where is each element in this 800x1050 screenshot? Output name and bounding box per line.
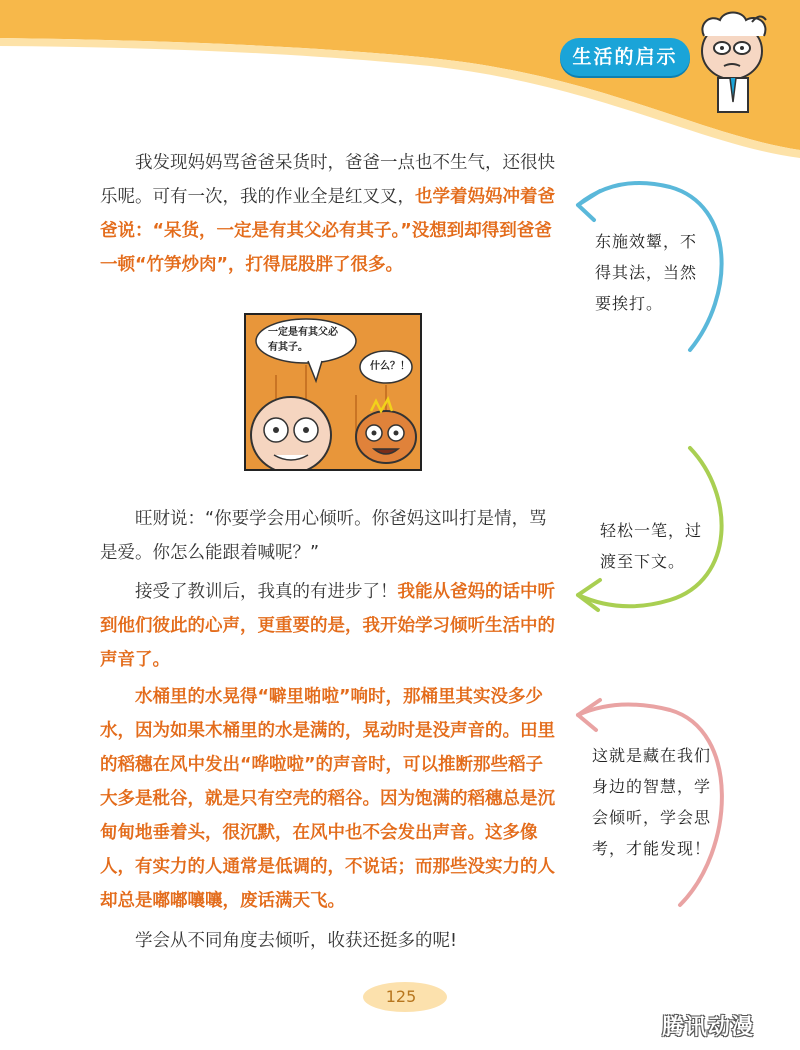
paragraph-4-highlight: 水桶里的水晃得“噼里啪啦”响时，那桶里其实没多少水，因为如果木桶里的水是满的，晃动时是没声音的。田里的稻穗在风中发出“哗啦啦”的声音时，可以推断那些稻子大多是秕谷，就是只有空壳的稻谷。因为饱满的稻穗总是沉甸甸地垂着头，很沉默，在风中也不会发出声音。这多像人，有实力的人通常是低调的，不说话；而那些没实力的人却总是嘟嘟嚷嚷，废话满天飞。 [100,687,555,911]
header-banner [0,0,800,160]
comic-panel [244,313,422,471]
section-title-tab: 生活的启示 [560,38,690,76]
side-note-3: 这就是藏在我们身边的智慧，学会倾听，学会思考，才能发现！ [592,746,712,858]
paragraph-2 [100,502,560,570]
green-curved-arrow-icon [560,440,760,640]
paragraph-5 [100,924,560,958]
paragraph-1-highlight: 也学着妈妈冲着爸爸说：“呆货，一定是有其父必有其子。”没想到却得到爸爸一顿“竹笋炒肉”，打得屁股胖了很多。 [100,187,555,275]
paragraph-3-highlight: 我能从爸妈的话中听到他们彼此的心声，更重要的是，我开始学习倾听生活中的声音了。 [100,582,555,670]
page-number: 125 [385,987,417,1006]
paragraph-5-text: 学会从不同角度去倾听，收获还挺多的呢! [135,931,458,951]
side-note-1: 东施效颦，不得其法，当然要挨打。 [595,232,698,313]
comic-bubble-left: 一定是有其父必有其子。 [268,327,338,353]
paragraph-1-text: 我发现妈妈骂爸爸呆货时，爸爸一点也不生气，还很快乐呢。可有一次，我的作业全是红叉叉， [100,153,555,207]
paragraph-2-text: 旺财说：“你要学会用心倾听。你爸妈这叫打是情，骂是爱。你怎么能跟着喊呢？” [100,509,547,563]
comic-bubble-right: 什么？！ [370,361,410,372]
paragraph-3 [100,575,560,677]
side-note-2: 轻松一笔，过渡至下文。 [600,521,703,571]
paragraph-4 [100,680,560,918]
blue-curved-arrow-icon [560,165,760,365]
watermark-logo: 腾讯动漫 [662,1015,755,1040]
paragraph-3-text: 接受了教训后，我真的有进步了！ [135,582,398,602]
paragraph-1 [100,146,560,282]
pink-curved-arrow-icon [560,650,760,910]
professor-mascot-icon [690,6,790,116]
